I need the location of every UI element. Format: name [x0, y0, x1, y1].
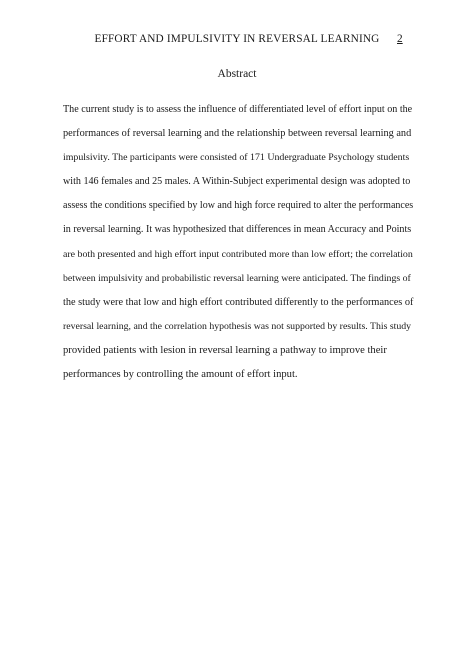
- abstract-line: reversal learning, and the correlation hypothesis was not supported by results. This study: [63, 320, 412, 332]
- abstract-line: provided patients with lesion in reversal learning a pathway to improve their: [63, 344, 387, 356]
- abstract-line: performances by controlling the amount of effort input.: [63, 369, 298, 381]
- abstract-line: The current study is to assess the influence of differentiated level of effort input on the: [63, 104, 413, 115]
- abstract-line: are both presented and high effort input contributed more than low effort; the correlation: [63, 248, 413, 260]
- abstract-line: assess the conditions specified by low and high force required to alter the performances: [63, 200, 414, 212]
- abstract-line: impulsivity. The participants were consisted of 171 Undergraduate Psychology students: [63, 152, 410, 164]
- abstract-heading: Abstract: [217, 68, 257, 80]
- abstract-body: [63, 98, 413, 387]
- abstract-line: with 146 females and 25 males. A Within-Subject experimental design was adopted to: [63, 176, 411, 188]
- abstract-line: the study were that low and high effort contributed differently to the performances of: [63, 296, 414, 308]
- running-head: EFFORT AND IMPULSIVITY IN REVERSAL LEARNING: [94, 33, 380, 45]
- page-number: 2: [397, 33, 403, 45]
- abstract-line: between impulsivity and probabilistic reversal learning were anticipated. The findings of: [63, 272, 411, 284]
- abstract-line: in reversal learning. It was hypothesized that differences in mean Accuracy and Points: [63, 224, 412, 236]
- abstract-line: performances of reversal learning and the relationship between reversal learning and: [63, 128, 412, 140]
